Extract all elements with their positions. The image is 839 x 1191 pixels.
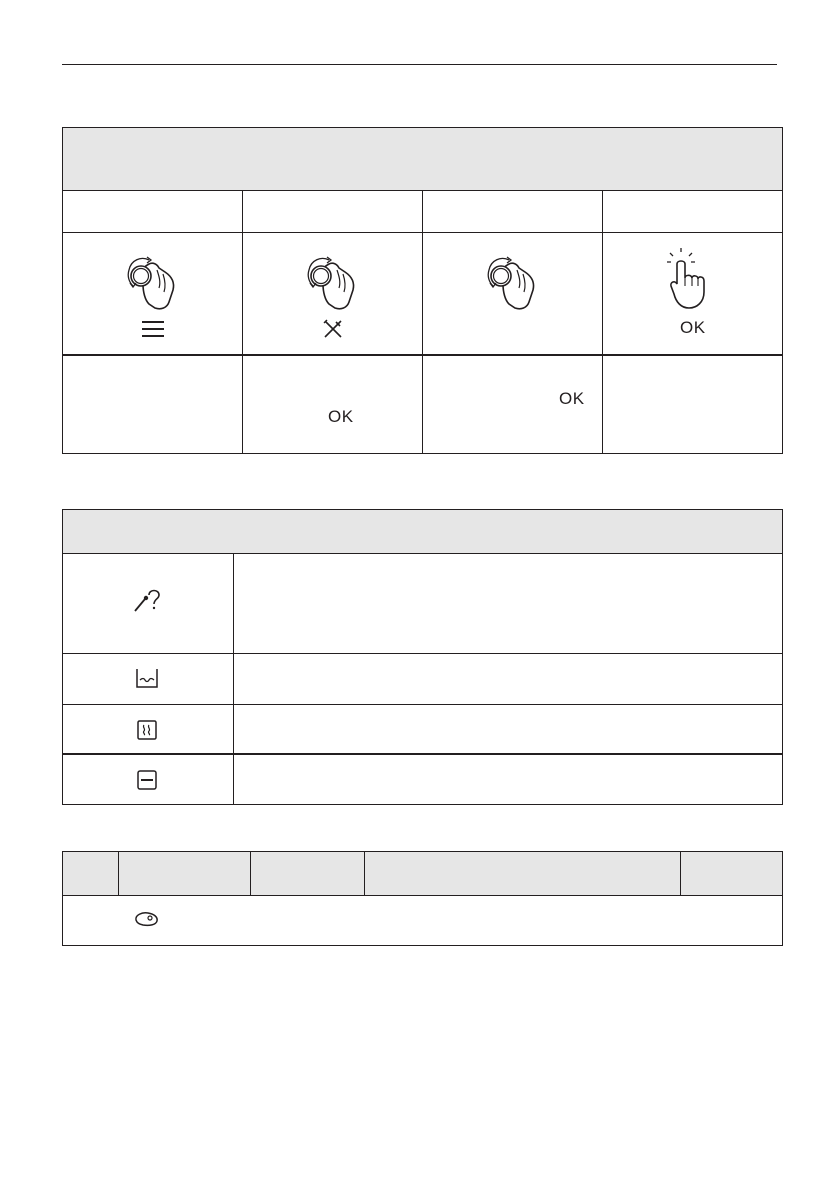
press-button-icon xyxy=(667,248,713,310)
food-sensor-icon xyxy=(133,587,161,613)
steps-table-header xyxy=(63,128,782,190)
step-1-header-cell xyxy=(63,191,242,232)
cutlery-icon xyxy=(323,319,343,339)
rotate-knob-icon xyxy=(481,246,545,314)
water-tray-icon xyxy=(136,668,158,688)
shelf-position-icon xyxy=(137,770,157,790)
ok-symbol: OK xyxy=(328,407,354,426)
ok-symbol: OK xyxy=(680,318,706,337)
step-4-header-cell xyxy=(603,191,782,232)
symbols-table xyxy=(62,509,783,805)
step-3-header-cell xyxy=(423,191,602,232)
rotate-knob-icon xyxy=(121,246,185,314)
food-table-header xyxy=(63,852,782,895)
steam-icon xyxy=(137,720,157,740)
steps-table xyxy=(62,127,783,454)
step-2-header-cell xyxy=(243,191,422,232)
ok-symbol: OK xyxy=(559,389,585,408)
page-top-rule xyxy=(62,64,777,65)
symbols-table-header xyxy=(63,510,782,553)
meat-icon xyxy=(133,911,159,927)
menu-icon xyxy=(142,320,164,338)
food-table xyxy=(62,851,783,946)
rotate-knob-icon xyxy=(301,246,365,314)
